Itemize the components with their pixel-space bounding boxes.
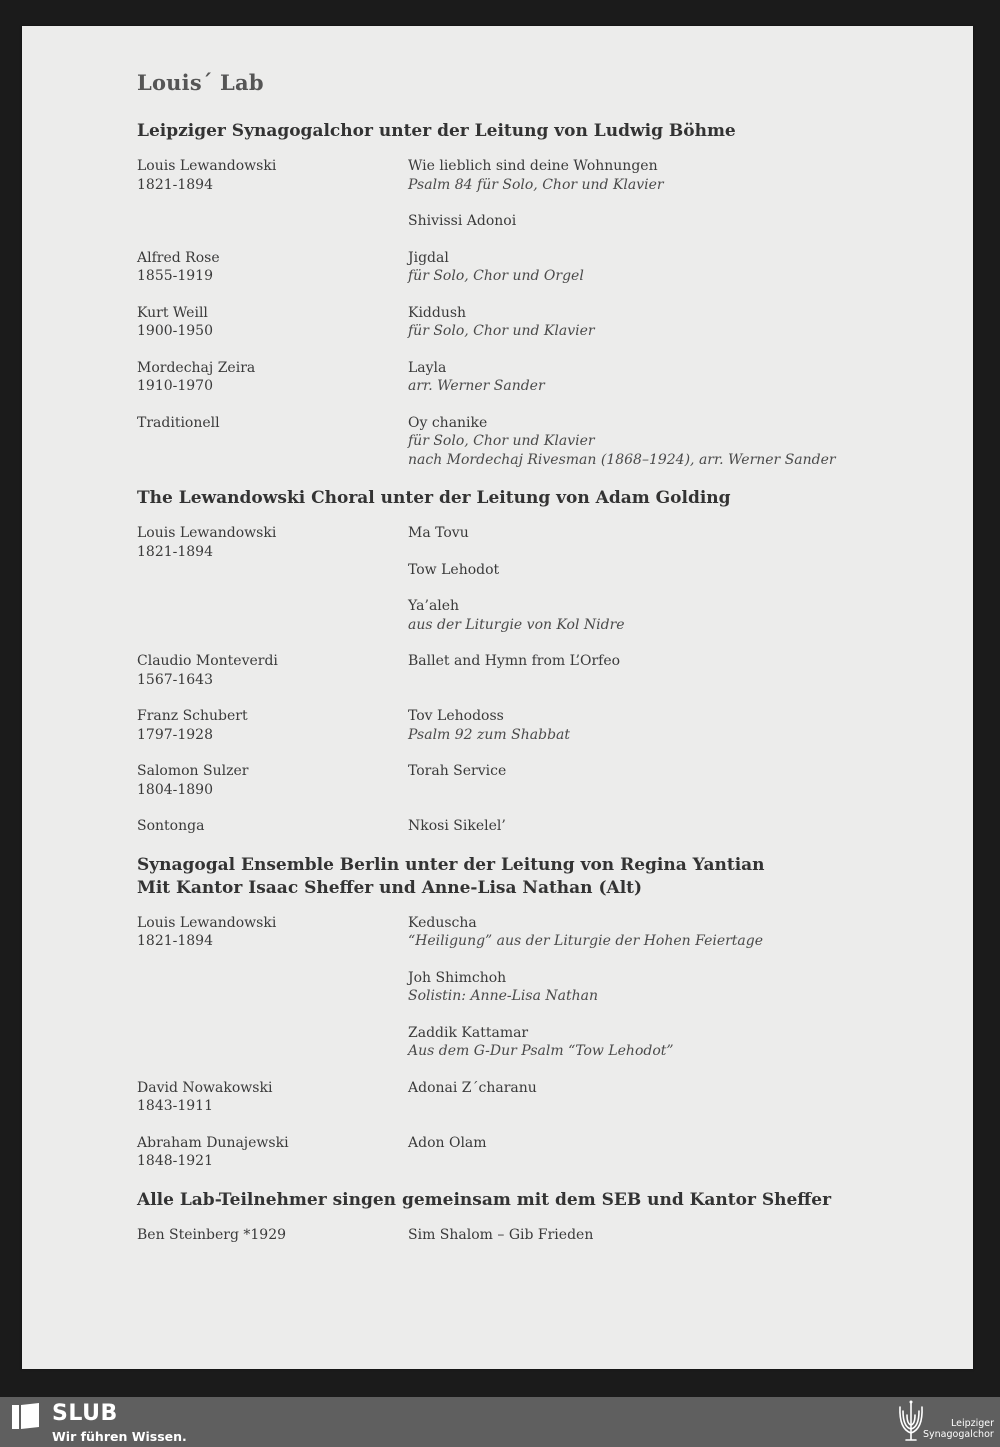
work-title: Layla (408, 359, 447, 376)
program-entry (137, 652, 937, 689)
section-heading-line: Synagogal Ensemble Berlin unter der Leitung von Regina Yantian (137, 854, 765, 875)
work-title: Adon Olam (408, 1134, 487, 1151)
composer-info (137, 914, 408, 1061)
composer-info (137, 652, 408, 689)
work-subtitle: Aus dem G-Dur Psalm “Tow Lehodot” (408, 1043, 674, 1059)
section-heading (137, 1189, 937, 1212)
program-entry (137, 157, 937, 231)
program-entry (137, 359, 937, 396)
composer-name: Claudio Monteverdi (137, 653, 278, 669)
work-title: Jigdal (408, 249, 449, 266)
work-item (408, 914, 937, 951)
works-list (408, 1079, 937, 1116)
work-item (408, 1226, 937, 1245)
works-list (408, 1134, 937, 1171)
work-subtitle: Solistin: Anne-Lisa Nathan (408, 988, 598, 1004)
document-page (22, 26, 973, 1369)
composer-info (137, 359, 408, 396)
slub-slogan: Wir führen Wissen. (52, 1429, 187, 1444)
work-item (408, 1134, 937, 1153)
slub-logo-icon[interactable] (12, 1402, 40, 1430)
works-list (408, 1226, 937, 1245)
composer-name: Mordechaj Zeira (137, 359, 256, 376)
work-subtitle: Psalm 84 für Solo, Chor und Klavier (408, 176, 664, 193)
work-title: Tow Lehodot (408, 561, 500, 578)
work-item (408, 157, 937, 194)
program-entry (137, 304, 937, 341)
works-list (408, 762, 937, 799)
composer-info (137, 157, 408, 231)
work-item (408, 304, 937, 341)
composer-name: Louis Lewandowski (137, 914, 277, 931)
work-item (408, 359, 937, 396)
works-list (408, 359, 937, 396)
work-item (408, 1024, 937, 1061)
composer-name: Salomon Sulzer (137, 763, 249, 779)
program-entry (137, 762, 937, 799)
work-item (408, 524, 937, 543)
composer-name: Alfred Rose (137, 249, 220, 266)
section-heading (137, 487, 937, 510)
composer-name: Louis Lewandowski (137, 525, 277, 541)
footer-bar (0, 1397, 1000, 1447)
chor-line1: Leipziger (951, 1418, 995, 1429)
work-item (408, 414, 937, 470)
work-subtitle: nach Mordechaj Rivesman (1868–1924), arr. Werner Sander (408, 451, 836, 468)
program-section (137, 1189, 937, 1245)
composer-name: Franz Schubert (137, 708, 248, 724)
work-title: Adonai Z´charanu (408, 1079, 537, 1096)
work-item (408, 561, 937, 580)
work-subtitle: für Solo, Chor und Klavier (408, 433, 595, 449)
program-entry (137, 817, 937, 836)
program-content (137, 70, 937, 1262)
composer-info (137, 1134, 408, 1171)
work-title: Shivissi Adonoi (408, 213, 517, 229)
work-item (408, 969, 937, 1006)
program-entry (137, 524, 937, 634)
work-subtitle: arr. Werner Sander (408, 378, 545, 394)
work-item (408, 652, 937, 671)
composer-info (137, 762, 408, 799)
document-title: Louis´ Lab (137, 70, 264, 95)
work-title: Ma Tovu (408, 525, 469, 541)
work-item (408, 707, 937, 744)
works-list (408, 414, 937, 470)
work-title: Tov Lehodoss (408, 708, 504, 724)
composer-info (137, 304, 408, 341)
composer-dates: 1848-1921 (137, 1153, 213, 1169)
section-heading (137, 120, 937, 143)
program-entry (137, 914, 937, 1061)
composer-name: Kurt Weill (137, 304, 208, 321)
work-title: Oy chanike (408, 414, 488, 431)
work-title: Sim Shalom – Gib Frieden (408, 1226, 594, 1243)
program-entry (137, 249, 937, 286)
work-title: Keduscha (408, 914, 477, 931)
program-entry (137, 1079, 937, 1116)
composer-name: Traditionell (137, 414, 220, 431)
program-entry (137, 1134, 937, 1171)
composer-dates: 1900-1950 (137, 323, 213, 339)
composer-dates: 1855-1919 (137, 268, 213, 284)
work-title: Kiddush (408, 304, 467, 321)
works-list (408, 304, 937, 341)
composer-info (137, 1079, 408, 1116)
composer-info (137, 707, 408, 744)
work-item (408, 762, 937, 781)
work-title: Nkosi Sikelel’ (408, 818, 506, 834)
work-item (408, 597, 937, 634)
composer-name: Ben Steinberg *1929 (137, 1226, 287, 1243)
work-item (408, 1079, 937, 1098)
composer-dates: 1821-1894 (137, 933, 213, 949)
work-title: Torah Service (408, 763, 507, 779)
composer-info (137, 524, 408, 634)
menorah-logo-icon (898, 1399, 924, 1443)
work-subtitle: “Heiligung” aus der Liturgie der Hohen Feiertage (408, 933, 764, 949)
composer-name: Abraham Dunajewski (137, 1134, 289, 1151)
work-item (408, 212, 937, 231)
synagogalchor-logo-text (923, 1418, 994, 1440)
composer-info (137, 249, 408, 286)
work-title: Ballet and Hymn from L’Orfeo (408, 653, 621, 669)
work-item (408, 249, 937, 286)
composer-info (137, 1226, 408, 1245)
composer-dates: 1797-1928 (137, 726, 213, 743)
works-list (408, 524, 937, 634)
composer-name: Louis Lewandowski (137, 158, 277, 174)
work-title: Zaddik Kattamar (408, 1024, 529, 1041)
section-heading (137, 854, 937, 900)
composer-dates: 1821-1894 (137, 543, 213, 560)
section-heading-line: Alle Lab-Teilnehmer singen gemeinsam mit dem SEB und Kantor Sheffer (137, 1189, 832, 1210)
composer-name: Sontonga (137, 818, 205, 834)
work-title: Wie lieblich sind deine Wohnungen (408, 158, 658, 174)
work-title: Ya’aleh (408, 598, 460, 614)
composer-name: David Nowakowski (137, 1079, 273, 1096)
work-title: Joh Shimchoh (408, 969, 507, 986)
composer-dates: 1821-1894 (137, 176, 213, 193)
work-subtitle: aus der Liturgie von Kol Nidre (408, 616, 625, 633)
work-item (408, 817, 937, 836)
chor-line2: Synagogalchor (923, 1429, 994, 1440)
work-subtitle: für Solo, Chor und Orgel (408, 268, 584, 284)
composer-info (137, 414, 408, 470)
program-entry (137, 414, 937, 470)
composer-dates: 1567-1643 (137, 671, 213, 688)
composer-dates: 1910-1970 (137, 378, 213, 394)
works-list (408, 914, 937, 1061)
works-list (408, 817, 937, 836)
composer-dates: 1843-1911 (137, 1098, 213, 1114)
composer-dates: 1804-1890 (137, 781, 213, 798)
work-subtitle: Psalm 92 zum Shabbat (408, 726, 571, 743)
section-heading-line: The Lewandowski Choral unter der Leitung von Adam Golding (137, 488, 731, 508)
program-section (137, 854, 937, 1171)
works-list (408, 249, 937, 286)
program-sections (137, 120, 937, 1244)
program-entry (137, 1226, 937, 1245)
works-list (408, 652, 937, 689)
works-list (408, 157, 937, 231)
works-list (408, 707, 937, 744)
program-section (137, 120, 937, 469)
composer-info (137, 817, 408, 836)
slub-name[interactable]: SLUB (52, 1401, 118, 1426)
program-section (137, 487, 937, 836)
section-heading-line: Mit Kantor Isaac Sheffer und Anne-Lisa Nathan (Alt) (137, 877, 643, 898)
section-heading-line: Leipziger Synagogalchor unter der Leitung von Ludwig Böhme (137, 121, 736, 141)
work-subtitle: für Solo, Chor und Klavier (408, 323, 595, 339)
program-entry (137, 707, 937, 744)
